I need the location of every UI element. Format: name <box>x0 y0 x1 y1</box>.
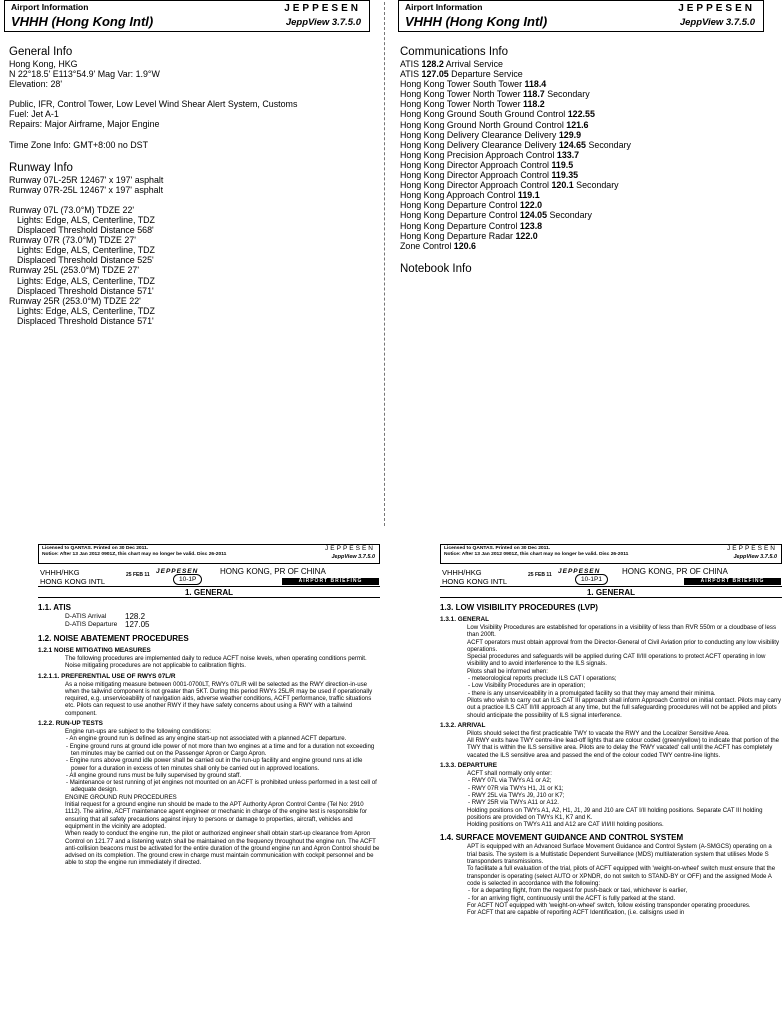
frequency-row <box>400 160 768 170</box>
subsection-heading: 1.3.1. GENERAL <box>440 616 490 623</box>
frequency-service: Hong Kong Director Approach Control <box>400 170 549 181</box>
bullet: - there is any unserviceability in a promulgated facility so that they may amend their minima. <box>468 689 716 697</box>
header-label: Airport Information <box>11 2 89 12</box>
paragraph: Special procedures and safeguards will be applied during CAT II/III operations to protect ACFT operating in low visibility and to avoid interference to the ILS signals. <box>467 653 766 668</box>
frequency-row <box>400 69 768 79</box>
paragraph: Pilots who wish to carry out an ILS CAT III approach shall inform Approach Control on initial contact. Pilots may carry out a practice ILS CAT II/III approach at any time, but the full safeguarding procedures will not be applied and pilots should anticipate the possibility of ILS signal interference. <box>467 696 782 719</box>
briefing-chart-page-left <box>38 544 380 1024</box>
frequency-service: Hong Kong Departure Control <box>400 220 518 231</box>
license-box <box>440 544 782 564</box>
paragraph: To facilitate a full evaluation of the trial, pilots of ACFT equipped with 'weight-on-wheel' switch must ensure that the transponder is operating (select AUTO or XPNDR, do not switch to STAND-BY or OFF) and the assigned Mode A code is selected in accordance with the following: <box>467 865 776 887</box>
notebook-heading: Notebook Info <box>400 262 472 275</box>
frequency-row <box>400 89 768 99</box>
general-line: N 22°18.5' E113°54.9' Mag Var: 1.9°W <box>9 69 160 80</box>
frequency-note: Secondary <box>547 89 590 100</box>
runway-detail-threshold: Displaced Threshold Distance 571' <box>17 285 154 296</box>
chart-title-bar <box>38 567 380 587</box>
atis-label: D-ATIS Arrival <box>65 613 107 620</box>
communications-heading: Communications Info <box>400 46 509 58</box>
notice-text: Notice: After 13 Jan 2012 0901Z, this chart may no longer be valid. Disc 26-2011 <box>42 552 227 557</box>
frequency-note: Secondary <box>576 180 619 191</box>
frequency-value: 128.2 <box>421 59 444 69</box>
frequency-service: ATIS <box>400 59 420 69</box>
section-heading: 1.3. LOW VISIBILITY PROCEDURES (LVP) <box>440 603 598 612</box>
bullet: - Engine ground runs at ground idle power of not more than two engines at a time and for a duration not exceeding ten minutes may be carried out on the Passenger Apron or Cargo Apron. <box>66 742 375 757</box>
subsection-heading: 1.3.3. DEPARTURE <box>440 762 498 770</box>
runway-detail-threshold: Displaced Threshold Distance 568' <box>17 225 154 236</box>
service-line: Repairs: Major Airframe, Major Engine <box>9 119 160 130</box>
bullet: - Engine runs above ground idle power shall be carried out in the run-up facility and engine ground runs at idle power for a duration in excess of ten minutes shall only be carried out in approved locations. <box>66 757 363 772</box>
frequency-value: 123.8 <box>519 220 543 231</box>
runway-info-heading: Runway Info <box>9 161 73 174</box>
chart-date: 25 FEB 11 <box>528 572 552 578</box>
paragraph: The following procedures are implemented daily to reduce ACFT noise levels, when operating conditions permit. Noise mitigating procedures are not applicable to calibration flights. <box>65 655 367 670</box>
frequency-value: 120.1 <box>551 180 574 191</box>
bullet: - RWY 25R via TWYs A11 or A12. <box>468 799 559 807</box>
frequency-note: Secondary <box>588 139 631 150</box>
license-version: JeppView 3.7.5.0 <box>331 554 375 560</box>
license-text: Licensed to QANTAS. Printed on 30 Dec 2011. <box>42 546 149 551</box>
runway-detail-threshold: Displaced Threshold Distance 571' <box>17 315 154 326</box>
section-heading: 1.4. SURFACE MOVEMENT GUIDANCE AND CONTROL SYSTEM <box>440 833 684 843</box>
frequency-row <box>400 221 768 231</box>
general-line: Hong Kong, HKG <box>9 59 78 69</box>
bullet: - An engine ground run is defined as any engine start-up not associated with a planned ACFT departure. <box>66 735 347 743</box>
frequency-value: 129.9 <box>558 129 582 140</box>
notice-text: Notice: After 13 Jan 2012 0901Z, this chart may no longer be valid. Disc 26-2011 <box>444 552 629 557</box>
section-heading: 1.1. ATIS <box>38 603 71 612</box>
frequency-value: 122.55 <box>567 109 595 120</box>
frequency-service: Hong Kong Delivery Clearance Delivery <box>400 139 557 150</box>
bullet: - Maintenance or test running of jet engines not mounted on an ACFT is prohibited unless performed in a test cell of adequate design. <box>66 779 377 794</box>
general-line: Elevation: 28' <box>9 79 63 90</box>
frequency-value: 124.05 <box>519 210 548 221</box>
bullet: - meteorological reports preclude ILS CAT I operations; <box>468 675 617 683</box>
general-info-content <box>0 32 374 326</box>
frequency-service: Hong Kong Director Approach Control <box>400 159 549 170</box>
runway-detail-lights: Lights: Edge, ALS, Centerline, TDZ <box>17 275 155 286</box>
header-label: Airport Information <box>405 2 483 12</box>
header-brand: JEPPESEN <box>678 3 755 14</box>
general-info-heading: General Info <box>9 46 73 58</box>
frequency-service: ATIS <box>400 69 420 80</box>
service-line: Fuel: Jet A-1 <box>9 109 59 120</box>
frequency-value: 119.5 <box>551 159 574 170</box>
page-divider <box>384 2 385 526</box>
timezone-line: Time Zone Info: GMT+8:00 no DST <box>9 139 149 150</box>
subsection-heading: 1.2.1.1. PREFERENTIAL USE OF RWYS 07L/R <box>38 672 176 680</box>
frequency-service: Hong Kong Precision Approach Control <box>400 149 555 160</box>
subheading: ENGINE GROUND RUN PROCEDURES <box>65 793 177 801</box>
header-title: VHHH (Hong Kong Intl) <box>405 14 548 29</box>
license-version: JeppView 3.7.5.0 <box>733 554 777 560</box>
bullet: - for a departing flight, from the request for push-back or taxi, whichever is earlier, <box>468 887 688 895</box>
frequency-service: Hong Kong Delivery Clearance Delivery <box>400 129 557 140</box>
frequency-value: 119.35 <box>551 170 579 181</box>
frequency-row <box>400 99 768 109</box>
chart-title-bar <box>440 567 782 587</box>
bullet: - for an arriving flight, continuously until the ACFT is fully parked at the stand. <box>468 894 676 902</box>
frequency-row <box>400 109 768 119</box>
frequency-service: Hong Kong Approach Control <box>400 190 516 201</box>
communications-content <box>394 32 768 276</box>
frequency-value: 124.65 <box>558 139 586 150</box>
frequency-service: Hong Kong Tower North Tower <box>400 89 521 100</box>
frequency-value: 119.1 <box>517 190 540 201</box>
frequency-value: 122.0 <box>515 230 538 241</box>
page-header <box>398 0 764 32</box>
paragraph: ACFT operators must obtain approval from the Director-General of Civil Aviation prior to conducting any low visibility operations. <box>467 638 780 653</box>
paragraph: Low Visibility Procedures are established for operations in a visibility of less than RVR 550m or a cloudbase of less than 200ft. <box>467 624 777 639</box>
atis-label: D-ATIS Departure <box>65 621 118 628</box>
frequency-row <box>400 180 768 190</box>
frequency-row <box>400 130 768 140</box>
frequency-value: 118.7 <box>523 89 545 100</box>
page-header <box>4 0 370 32</box>
airport-code: VHHH/HKG <box>40 568 80 577</box>
atis-frequency: 128.2 <box>125 612 146 621</box>
paragraph: Initial request for a ground engine run should be made to the APT Authority Apron Control Centre (Tel No: 2910 1112). The airline, ACFT maintenance agent engineer or mechanic in charge of the engine test is responsible for ensuring that all safety precautions against injury to persons or damage to properties, aircraft, vehicles and equipment in the vicinity are adopted. <box>65 801 368 830</box>
bullet: - RWY 07R via TWYs H1, J1 or K1; <box>468 784 564 792</box>
frequency-value: 121.6 <box>566 119 589 130</box>
runway-detail-title: Runway 07R (73.0°M) TDZE 27' <box>9 235 136 246</box>
frequency-service: Zone Control <box>400 240 452 251</box>
chart-tag: AIRPORT BRIEFING <box>684 578 781 585</box>
frequency-row <box>400 140 768 150</box>
runway-summary: Runway 07R-25L 12467' x 197' asphalt <box>9 184 164 195</box>
atis-row <box>38 613 380 621</box>
frequency-note: Departure Service <box>451 69 523 80</box>
atis-frequency: 127.05 <box>125 620 150 629</box>
chart-city: HONG KONG, PR OF CHINA <box>220 567 326 576</box>
jeppesen-logo: JEPPESEN <box>558 568 601 575</box>
bullet: - RWY 07L via TWYs A1 or A2; <box>468 777 552 785</box>
frequency-note: Arrival Service <box>445 59 503 69</box>
frequency-service: Hong Kong Ground South Ground Control <box>400 109 566 120</box>
section-title: 1. GENERAL <box>440 587 782 598</box>
license-brand: JEPPESEN <box>727 545 777 552</box>
chart-page-number: 10-1P <box>173 574 202 585</box>
airport-name: HONG KONG INTL <box>40 577 106 586</box>
frequency-row <box>400 200 768 210</box>
frequency-row <box>400 241 768 251</box>
paragraph: ACFT shall normally only enter: <box>467 770 552 778</box>
chart-date: 25 FEB 11 <box>126 572 150 578</box>
paragraph: APT is equipped with an Advanced Surface Movement Guidance and Control System (A-SMGCS) operating on a trial basis. The system is a Multistatic Dependent Surveillance (MDS) multilateration system that utilises Mode S transponders transmissions. <box>467 843 772 866</box>
frequency-row <box>400 150 768 160</box>
paragraph: Holding positions on TWYs A11 and A12 are CAT I/II/III holding positions. <box>467 821 664 829</box>
runway-detail-lights: Lights: Edge, ALS, Centerline, TDZ <box>17 245 155 256</box>
runway-detail-threshold: Displaced Threshold Distance 525' <box>17 255 154 266</box>
runway-detail-title: Runway 25R (253.0°M) TDZE 22' <box>9 295 141 306</box>
paragraph: As a noise mitigating measure between 0001-0700LT, RWYs 07L/R will be selected as the RWY direction-in-use when the tailwind component is not greater than 5KT. During this period RWYs 25L/R may be used if operationally required, e.g. unserviceability of navigation aids, adverse weather conditions, ACFT performance, traffic situations etc. Pilots can request to use another RWY if they have safety concerns about using a RWY with a tailwind component. <box>65 680 373 717</box>
frequency-row <box>400 190 768 200</box>
paragraph: For ACFT NOT equipped with 'weight-on-wheel' switch, follow existing transponder operating procedures. <box>467 901 751 909</box>
frequency-value: 133.7 <box>556 149 580 160</box>
paragraph: Pilots shall be informed when: <box>467 667 548 675</box>
paragraph: Pilots should select the first practicable TWY to vacate the RWY and the Localizer Sensitive Area. <box>467 729 730 737</box>
paragraph: Holding positions on TWYs A1, A2, H1, J1, J9 and J10 are CAT I/II holding positions. Separate CAT III holding positions are provided on TWYs K1, K7 and K. <box>467 806 763 821</box>
service-line: Public, IFR, Control Tower, Low Level Wind Shear Alert System, Customs <box>9 99 298 110</box>
header-version: JeppView 3.7.5.0 <box>285 17 361 28</box>
frequency-note: Secondary <box>549 210 592 221</box>
paragraph: All RWY exits have TWY centre-line lead-off lights that are colour coded (green/yellow) to indicate that portion of the TWY that is within the ILS sensitive area. Pilots are to delay the 'RWY vacated' call until the ACFT has completely vacated the ILS sensitive area and passed the end of the colour coded TWY centre-line lights. <box>467 737 780 759</box>
atis-row <box>38 621 380 629</box>
frequency-row <box>400 79 768 89</box>
briefing-chart-page-right <box>440 544 782 1024</box>
frequency-value: 122.0 <box>519 200 543 211</box>
chart-city: HONG KONG, PR OF CHINA <box>622 567 728 576</box>
runway-detail-lights: Lights: Edge, ALS, Centerline, TDZ <box>17 214 155 225</box>
jeppesen-logo: JEPPESEN <box>156 568 199 575</box>
chart-page-number: 10-1P1 <box>575 574 608 585</box>
airport-name: HONG KONG INTL <box>442 577 508 586</box>
frequency-list <box>400 59 768 251</box>
bullet: - All engine ground runs must be fully supervised by ground staff. <box>66 771 242 779</box>
frequency-value: 118.4 <box>524 79 547 90</box>
bullet: - Low Visibility Procedures are in operation; <box>468 682 586 690</box>
airport-code: VHHH/HKG <box>442 568 482 577</box>
section-heading: 1.2. NOISE ABATEMENT PROCEDURES <box>38 634 189 643</box>
section-title: 1. GENERAL <box>38 587 380 598</box>
runway-detail-title: Runway 25L (253.0°M) TDZE 27' <box>9 265 140 276</box>
bullet: - RWY 25L via TWYs J9, J10 or K7; <box>468 791 565 799</box>
frequency-value: 118.2 <box>523 99 545 110</box>
frequency-value: 127.05 <box>421 69 449 80</box>
airport-info-page-right <box>394 0 768 530</box>
header-title: VHHH (Hong Kong Intl) <box>11 14 154 29</box>
header-brand: JEPPESEN <box>284 3 361 14</box>
frequency-value: 120.6 <box>453 240 476 251</box>
paragraph: For ACFT that are capable of reporting ACFT Identification, (i.e. callsigns used in <box>467 909 685 917</box>
frequency-row <box>400 170 768 180</box>
frequency-service: Hong Kong Ground North Ground Control <box>400 119 564 130</box>
header-version: JeppView 3.7.5.0 <box>679 17 755 28</box>
runway-detail-lights: Lights: Edge, ALS, Centerline, TDZ <box>17 305 155 316</box>
runway-detail-title: Runway 07L (73.0°M) TDZE 22' <box>9 204 135 215</box>
frequency-service: Hong Kong Departure Radar <box>400 230 513 241</box>
frequency-service: Hong Kong Departure Control <box>400 210 518 221</box>
paragraph: When ready to conduct the engine run, the pilot or authorized engineer shall obtain start-up clearance from Apron Control on 121.77 and a listening watch shall be maintained on the frequency throughout the engine run. The ACFT anti-collision beacons must be activated for the entire duration of the ground engine run and Apron Control should be advised on its completion. The ground crew in charge must maintain communication with cockpit personnel and be able to stop the engine run immediately if directed. <box>65 830 380 867</box>
subsection-heading: 1.3.2. ARRIVAL <box>440 721 486 729</box>
chart-tag: AIRPORT BRIEFING <box>282 578 379 585</box>
subsection-heading: 1.2.2. RUN-UP TESTS <box>38 720 103 728</box>
airport-info-page-left <box>0 0 374 530</box>
license-text: Licensed to QANTAS. Printed on 30 Dec 2011. <box>444 546 551 551</box>
frequency-row <box>400 59 768 69</box>
frequency-row <box>400 231 768 241</box>
license-brand: JEPPESEN <box>325 545 375 552</box>
frequency-row <box>400 120 768 130</box>
license-box <box>38 544 380 564</box>
frequency-row <box>400 210 768 220</box>
frequency-service: Hong Kong Tower South Tower <box>400 79 523 90</box>
frequency-service: Hong Kong Departure Control <box>400 200 518 211</box>
frequency-service: Hong Kong Director Approach Control <box>400 180 549 191</box>
subsection-heading: 1.2.1 NOISE MITIGATING MEASURES <box>38 647 151 654</box>
frequency-service: Hong Kong Tower North Tower <box>400 99 521 110</box>
paragraph: Engine run-ups are subject to the following conditions: <box>65 728 212 736</box>
runway-summary: Runway 07L-25R 12467' x 197' asphalt <box>9 174 164 185</box>
